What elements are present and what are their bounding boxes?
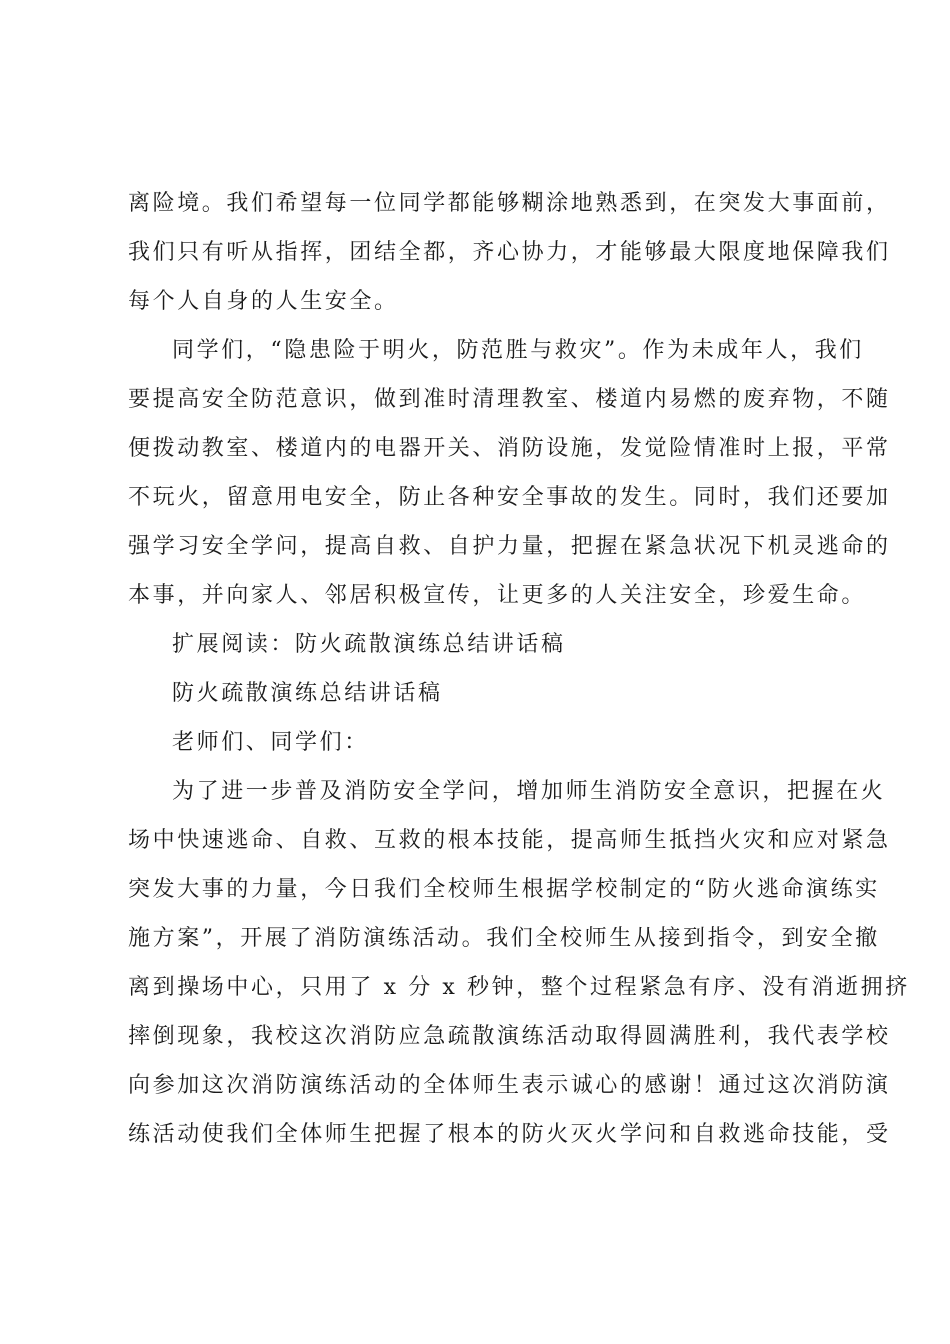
text-line: 本事，并向家人、邻居积极宣传，让更多的人关注安全，珍爱生命。 [128, 583, 867, 608]
text-line: 施方案”，开展了消防演练活动。我们全校师生从接到指令，到安全撤 [128, 926, 880, 951]
text-line: 向参加这次消防演练活动的全体师生表示诚心的感谢！通过这次消防演 [128, 1073, 891, 1098]
text-line: 离到操场中心，只用了 x 分 x 秒钟，整个过程紧急有序、没有消逝拥挤 [128, 975, 910, 1000]
text-line: 场中快速逃命、自救、互救的根本技能，提高师生抵挡火灾和应对紧急 [128, 828, 891, 853]
text-line: 扩展阅读：防火疏散演练总结讲话稿 [172, 632, 566, 657]
text-line: 老师们、同学们： [172, 730, 369, 755]
text-line: 离险境。我们希望每一位同学都能够糊涂地熟悉到，在突发大事面前， [128, 191, 891, 216]
text-line: 突发大事的力量，今日我们全校师生根据学校制定的“防火逃命演练实 [128, 877, 880, 902]
text-line: 我们只有听从指挥，团结全都，齐心协力，才能够最大限度地保障我们 [128, 240, 891, 265]
text-line: 防火疏散演练总结讲话稿 [172, 681, 443, 706]
text-line: 便拨动教室、楼道内的电器开关、消防设施，发觉险情准时上报，平常 [128, 436, 891, 461]
text-line: 为了进一步普及消防安全学问，增加师生消防安全意识，把握在火 [172, 779, 886, 804]
text-line: 同学们，“隐患险于明火，防范胜与救灾”。作为未成年人，我们 [172, 338, 864, 363]
text-line: 每个人自身的人生安全。 [128, 289, 399, 314]
text-line: 要提高安全防范意识，做到准时清理教室、楼道内易燃的废弃物，不随 [128, 387, 891, 412]
text-line: 摔倒现象，我校这次消防应急疏散演练活动取得圆满胜利，我代表学校 [128, 1024, 891, 1049]
text-line: 不玩火，留意用电安全，防止各种安全事故的发生。同时，我们还要加 [128, 485, 891, 510]
text-line: 练活动使我们全体师生把握了根本的防火灭火学问和自救逃命技能，受 [128, 1122, 891, 1147]
body-text [128, 186, 910, 1166]
text-line: 强学习安全学问，提高自救、自护力量，把握在紧急状况下机灵逃命的 [128, 534, 891, 559]
